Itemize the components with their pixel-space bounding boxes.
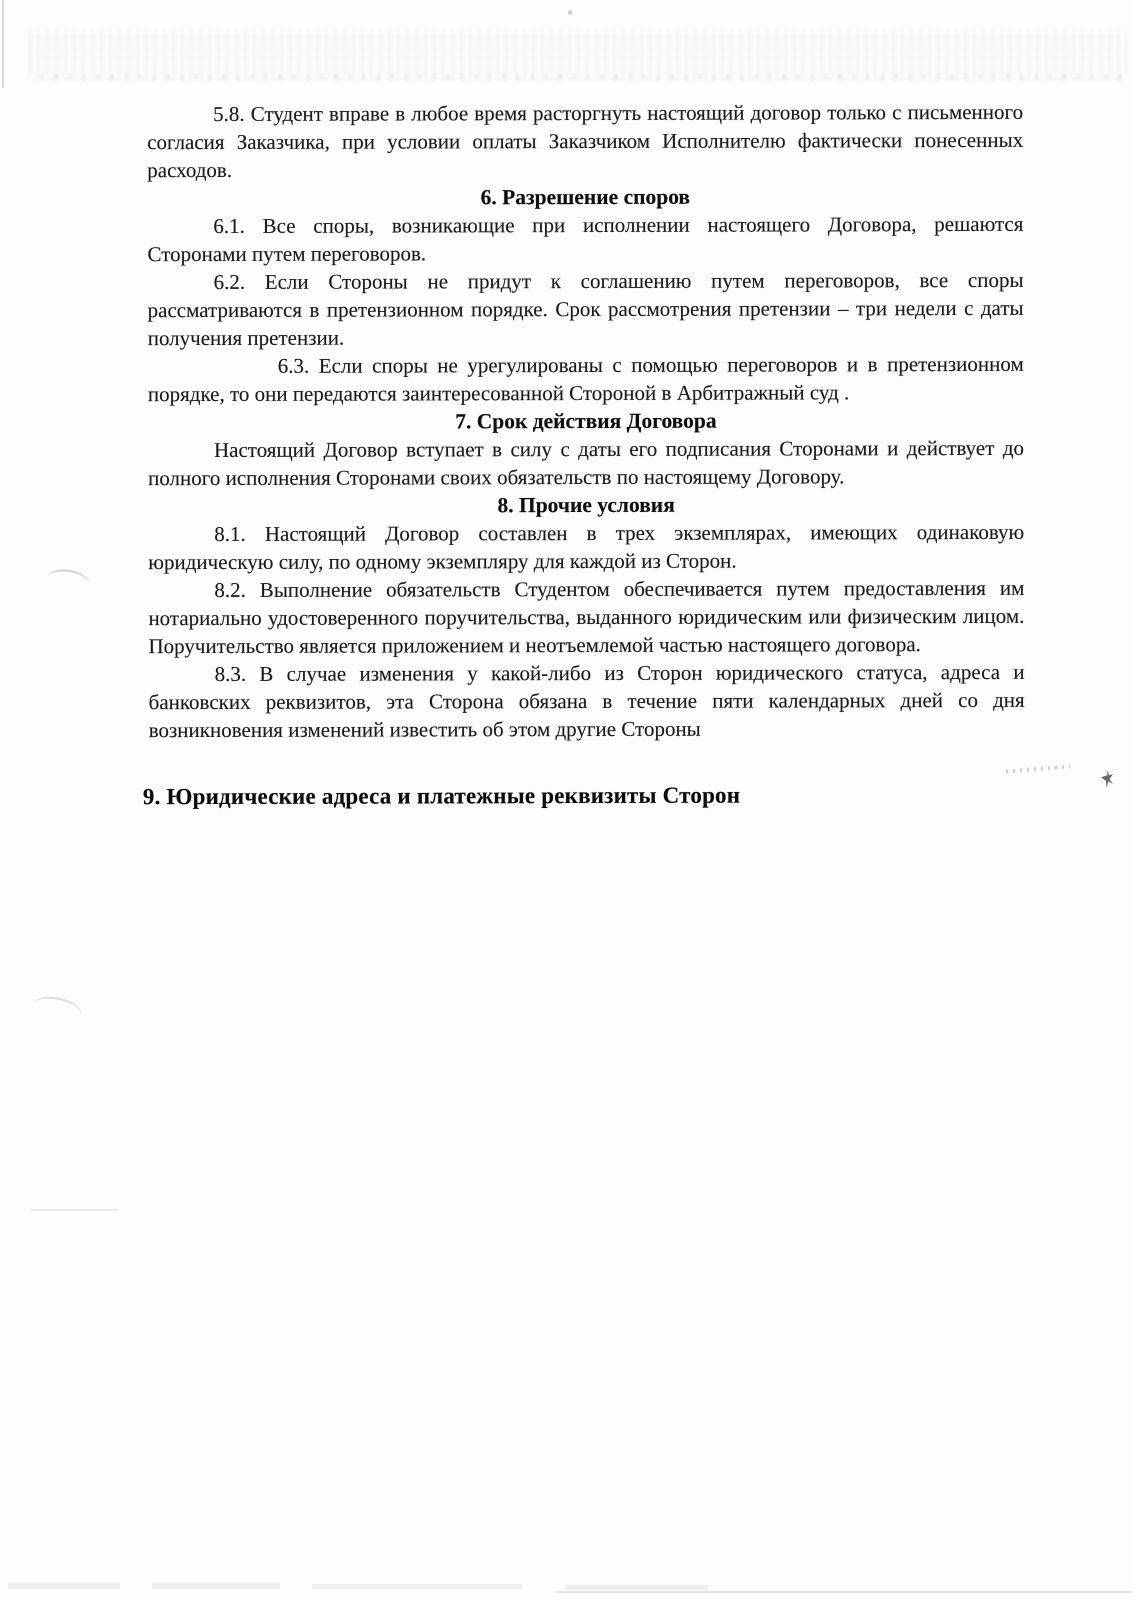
paragraph: Настоящий Договор вступает в силу с даты его подписания Сторонами и действует до полного исполнения Сторонами своих обязательств по настоящему Договору.: [148, 435, 1025, 491]
scan-edge-mark: [1101, 770, 1113, 788]
paragraph: 6.3. Если споры не урегулированы с помощью переговоров и в претензионном порядке, то они передаются заинтересованной Стороной в Арбитражный суд .: [147, 351, 1024, 407]
pencil-smudge: [47, 567, 90, 584]
scan-bleedthrough-band: [28, 30, 1128, 80]
scan-edge-line: [2, 0, 4, 88]
scan-noise-dots: [40, 74, 1125, 80]
scan-bottom-artifact: [152, 1583, 280, 1589]
scan-bottom-artifact: [8, 1583, 120, 1589]
paragraph: 8.3. В случае изменения у какой-либо из Сторон юридического статуса, адреса и банковских реквизитов, эта Сторона обязана в течение пяти календарных дней со дня возникновения изменений известить об этом другие Стороны: [148, 659, 1025, 743]
scan-faint-line: [30, 1209, 118, 1211]
document-body: [142, 98, 1025, 812]
section-heading-left: 9. Юридические адреса и платежные реквизиты Сторон: [142, 782, 741, 810]
section-heading: 6. Разрешение споров: [480, 184, 691, 210]
paragraph: 6.1. Все споры, возникающие при исполнении настоящего Договора, решаются Сторонами путем переговоров.: [147, 211, 1024, 267]
scan-bottom-artifact: [566, 1585, 708, 1590]
scan-speck: [568, 10, 572, 15]
paragraph: 8.2. Выполнение обязательств Студентом обеспечивается путем предоставления им нотариально удостоверенного поручительства, выданного юридическим или физическим лицом. Поручительство является приложением и неотъемлемой частью настоящего договора.: [148, 575, 1025, 659]
pencil-smudge: [33, 993, 84, 1016]
paragraph: 8.1. Настоящий Договор составлен в трех экземплярах, имеющих одинаковую юридическую силу, по одному экземпляру для каждой из Сторон.: [148, 519, 1025, 575]
paragraph: 6.2. Если Стороны не придут к соглашению путем переговоров, все споры рассматриваются в претензионном порядке. Срок рассмотрения претензии – три недели с даты получения претензии.: [147, 267, 1024, 351]
scan-bottom-artifact: [556, 1591, 1132, 1593]
section-heading: 7. Срок действия Договора: [455, 408, 717, 434]
scan-bottom-artifact: [312, 1584, 522, 1589]
section-heading: 8. Прочие условия: [497, 492, 675, 518]
paragraph: 5.8. Студент вправе в любое время расторгнуть настоящий договор только с письменного согласия Заказчика, при условии оплаты Заказчиком Исполнителю фактически понесенных расходов.: [147, 99, 1024, 183]
